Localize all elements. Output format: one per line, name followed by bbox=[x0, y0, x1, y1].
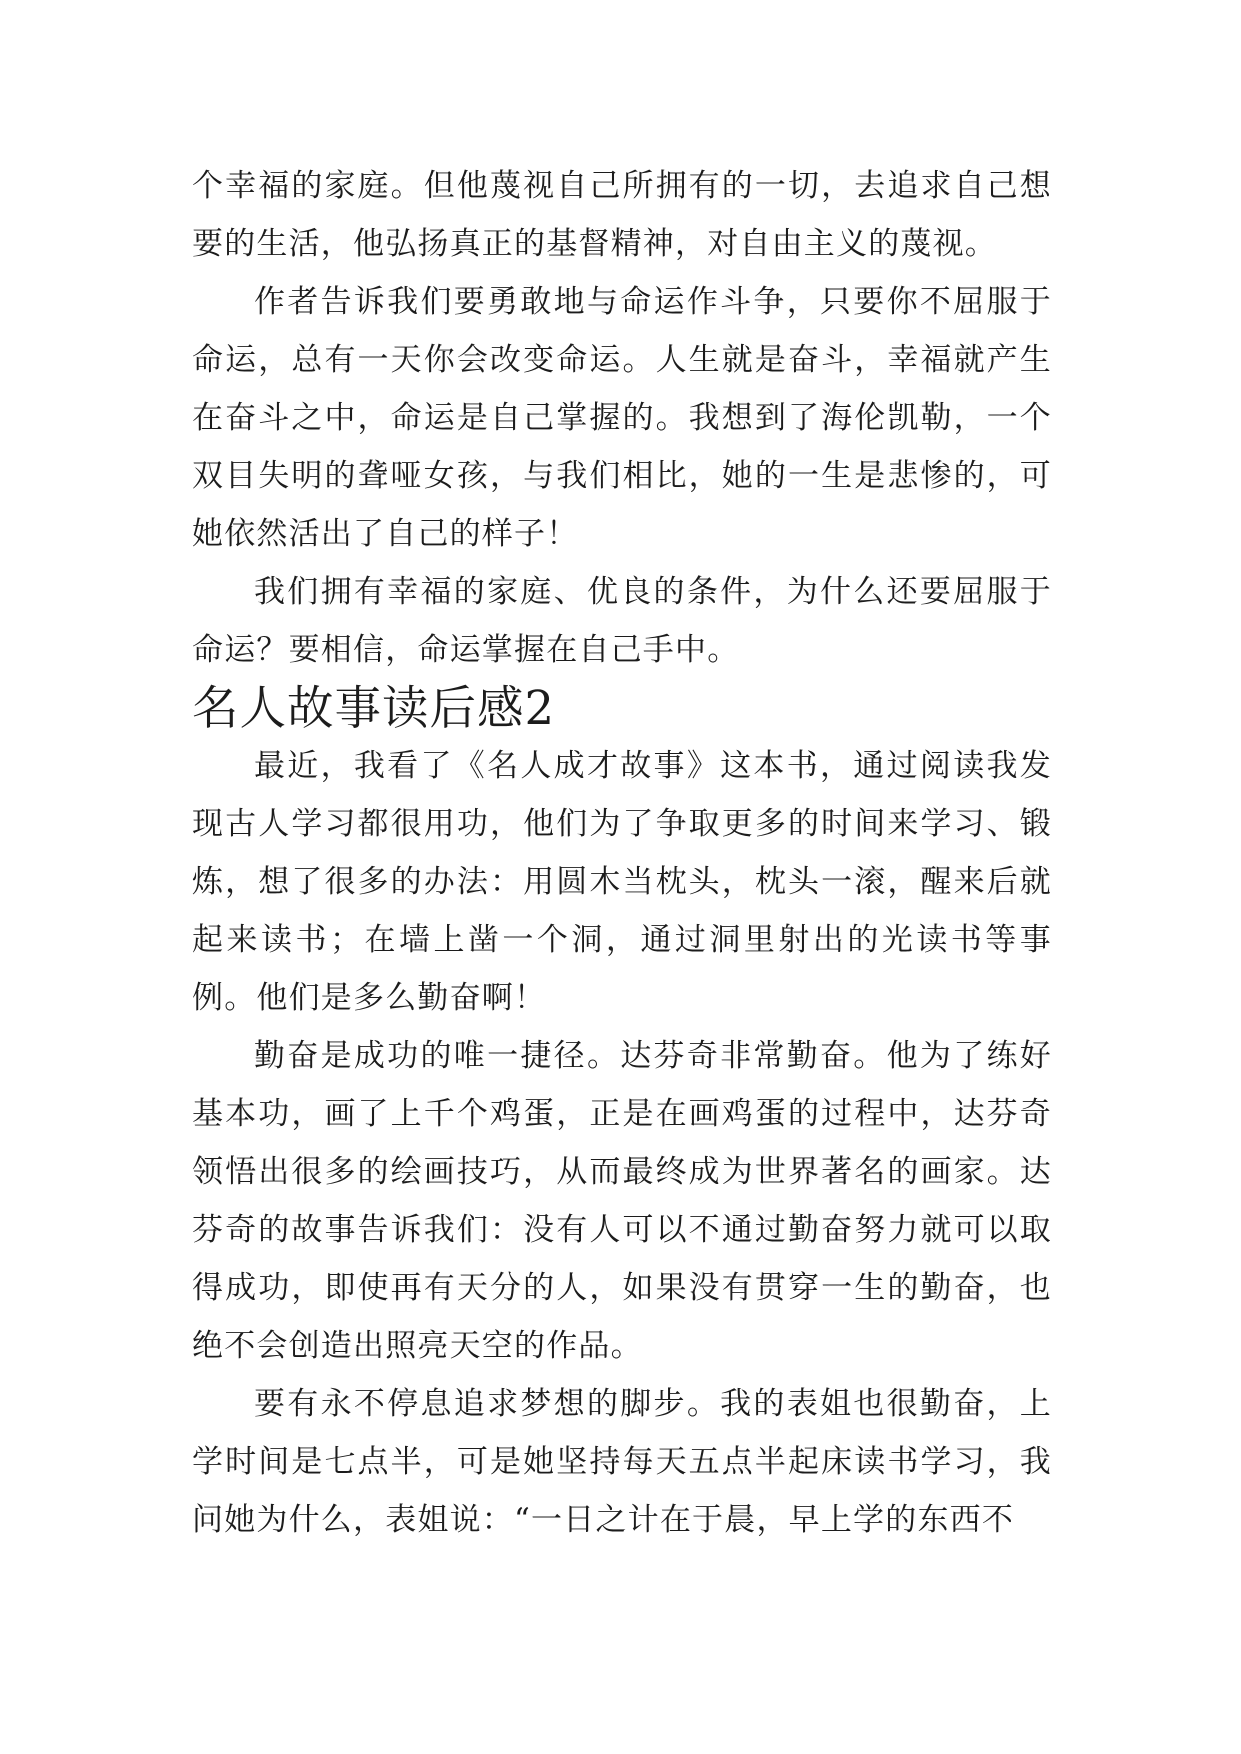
section-heading: 名人故事读后感2 bbox=[192, 681, 556, 735]
paragraph: 勤奋是成功的唯一捷径。达芬奇非常勤奋。他为了练好基本功，画了上千个鸡蛋，正是在画鸡蛋的过程中，达芬奇领悟出很多的绘画技巧，从而最终成为世界著名的画家。达芬奇的故事告诉我们：没有人可以不通过勤奋努力就可以取得成功，即使再有天分的人，如果没有贯穿一生的勤奋，也绝不会创造出照亮天空的作品。 bbox=[192, 1038, 1052, 1364]
paragraph: 要有永不停息追求梦想的脚步。我的表姐也很勤奋，上学时间是七点半，可是她坚持每天五点半起床读书学习，我问她为什么，表姐说：“一日之计在于晨，早上学的东西不 bbox=[192, 1386, 1052, 1538]
paragraph: 我们拥有幸福的家庭、优良的条件，为什么还要屈服于命运？要相信，命运掌握在自己手中。 bbox=[192, 574, 1052, 668]
paragraph: 最近，我看了《名人成才故事》这本书，通过阅读我发现古人学习都很用功，他们为了争取更多的时间来学习、锻炼，想了很多的办法：用圆木当枕头，枕头一滚，醒来后就起来读书；在墙上凿一个洞，通过洞里射出的光读书等事例。他们是多么勤奋啊！ bbox=[192, 748, 1052, 1016]
paragraph: 作者告诉我们要勇敢地与命运作斗争，只要你不屈服于命运，总有一天你会改变命运。人生就是奋斗，幸福就产生在奋斗之中，命运是自己掌握的。我想到了海伦凯勒，一个双目失明的聋哑女孩，与我们相比，她的一生是悲惨的，可她依然活出了自己的样子！ bbox=[192, 284, 1052, 552]
document-page bbox=[192, 157, 1052, 1549]
paragraph-continuation: 个幸福的家庭。但他蔑视自己所拥有的一切，去追求自己想要的生活，他弘扬真正的基督精神，对自由主义的蔑视。 bbox=[192, 168, 1052, 262]
